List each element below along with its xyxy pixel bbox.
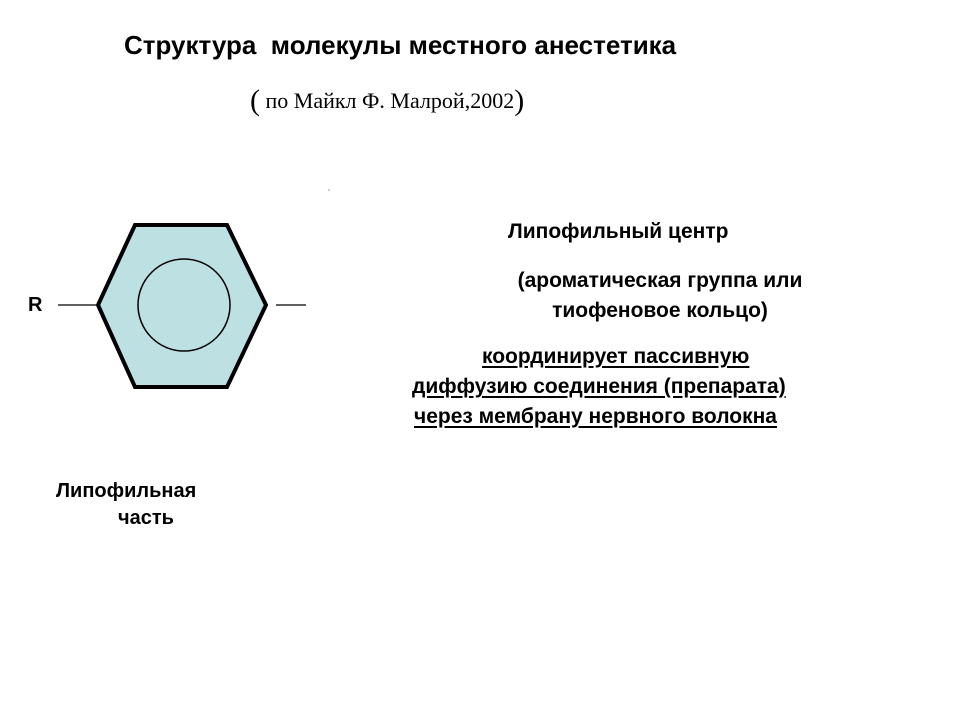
function-line2: диффузию соединения (препарата) — [412, 375, 786, 398]
function-line1: координирует пассивную — [482, 345, 750, 368]
lipophilic-center-detail-line1: (ароматическая группа или — [517, 269, 803, 292]
stray-dot — [328, 189, 330, 191]
lipophilic-center-detail — [470, 266, 850, 326]
lipophilic-part-line2: часть — [118, 507, 174, 529]
lipophilic-part-label — [56, 478, 226, 532]
hexagon-ring — [98, 225, 266, 387]
function-line3: через мембрану нервного волокна — [414, 405, 777, 428]
page-title: Структура молекулы местного анестетика — [124, 30, 677, 60]
lipophilic-part-line1: Липофильная — [56, 480, 197, 502]
citation-text: по Майкл Ф. Малрой,2002 — [260, 88, 515, 113]
citation-close-paren: ) — [514, 84, 525, 117]
substituent-r-label: R — [28, 294, 43, 316]
function-description — [412, 342, 902, 432]
lipophilic-center-title: Липофильный центр — [508, 220, 729, 243]
lipophilic-center-detail-line2: тиофеновое кольцо) — [552, 299, 768, 322]
citation-open-paren: ( — [250, 84, 260, 117]
